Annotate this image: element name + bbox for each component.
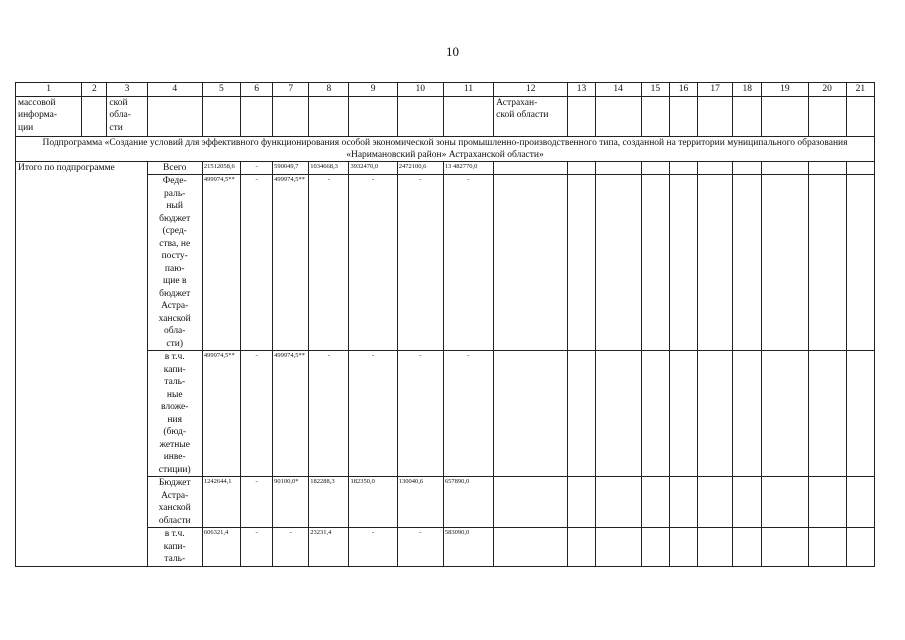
table-cell [846, 477, 874, 528]
table-cell [846, 96, 874, 136]
column-header: 20 [808, 83, 846, 97]
column-header: 1 [16, 83, 82, 97]
amount-col6: - [241, 351, 273, 477]
column-header: 15 [641, 83, 669, 97]
table-cell [595, 351, 641, 477]
table-cell [202, 96, 240, 136]
table-cell [568, 351, 595, 477]
table-cell [846, 175, 874, 351]
amount-col8: 182288,3 [309, 477, 349, 528]
column-number-row [16, 83, 875, 97]
table-cell [698, 175, 733, 351]
amount-col10: 130040,6 [397, 477, 443, 528]
table-cell [762, 161, 808, 175]
amount-col6: - [241, 161, 273, 175]
amount-col6: - [241, 477, 273, 528]
table-cell [698, 96, 733, 136]
table-cell [309, 96, 349, 136]
amount-total: 606321,4 [202, 528, 240, 567]
amount-col9: 3932470,0 [349, 161, 397, 175]
table-cell [494, 528, 568, 567]
amount-col9: 182350,0 [349, 477, 397, 528]
amount-col9: - [349, 175, 397, 351]
amount-total: 499974,5** [202, 175, 240, 351]
amount-col8: 23231,4 [309, 528, 349, 567]
amount-col7: 499974,5** [273, 175, 309, 351]
column-header: 18 [733, 83, 762, 97]
table-cell [494, 175, 568, 351]
table-cell [698, 161, 733, 175]
amount-col11: 583090,0 [443, 528, 493, 567]
table-cell [698, 528, 733, 567]
table-cell [669, 477, 697, 528]
table-cell [808, 96, 846, 136]
cell-region-fragment: ской обла- сти [107, 96, 147, 136]
budget-table [15, 82, 875, 567]
table-cell [397, 96, 443, 136]
table-cell [733, 161, 762, 175]
table-cell [568, 528, 595, 567]
table-cell [349, 96, 397, 136]
carry-over-row [16, 96, 875, 136]
amount-total: 1242644,1 [202, 477, 240, 528]
table-cell [733, 477, 762, 528]
funding-source: Феде- раль- ный бюджет (сред- ства, не посту- паю- щие в бюджет Астра- ханской обла- сти) [147, 175, 202, 351]
table-cell [641, 161, 669, 175]
table-cell [669, 351, 697, 477]
table-cell [762, 528, 808, 567]
amount-col9: - [349, 351, 397, 477]
amount-col8: 1034668,3 [309, 161, 349, 175]
table-cell [846, 161, 874, 175]
amount-col8: - [309, 175, 349, 351]
table-cell [669, 161, 697, 175]
table-cell [147, 96, 202, 136]
table-cell [443, 96, 493, 136]
table-row [16, 161, 875, 175]
table-cell [846, 351, 874, 477]
table-cell [595, 528, 641, 567]
table-cell [641, 351, 669, 477]
column-header: 11 [443, 83, 493, 97]
table-cell [762, 175, 808, 351]
table-cell [494, 351, 568, 477]
table-cell [595, 477, 641, 528]
amount-col10: - [397, 175, 443, 351]
amount-col7: 590049,7 [273, 161, 309, 175]
table-cell [641, 477, 669, 528]
table-cell [494, 161, 568, 175]
amount-col6: - [241, 175, 273, 351]
table-cell [733, 175, 762, 351]
table-cell [669, 528, 697, 567]
table-cell [568, 96, 595, 136]
table-cell [762, 351, 808, 477]
column-header: 13 [568, 83, 595, 97]
column-header: 8 [309, 83, 349, 97]
table-cell [733, 351, 762, 477]
table-cell [698, 477, 733, 528]
page-number: 10 [446, 44, 459, 59]
table-cell [494, 477, 568, 528]
column-header: 19 [762, 83, 808, 97]
amount-col11: - [443, 351, 493, 477]
amount-col7: 90100,0* [273, 477, 309, 528]
column-header: 17 [698, 83, 733, 97]
column-header: 12 [494, 83, 568, 97]
amount-col10: 2472100,6 [397, 161, 443, 175]
column-header: 9 [349, 83, 397, 97]
funding-source: в т.ч. капи- таль- [147, 528, 202, 567]
table-cell [669, 96, 697, 136]
table-cell [808, 175, 846, 351]
column-header: 5 [202, 83, 240, 97]
table-cell [595, 161, 641, 175]
column-header: 2 [82, 83, 107, 97]
column-header: 10 [397, 83, 443, 97]
table-cell [669, 175, 697, 351]
amount-col11: - [443, 175, 493, 351]
column-header: 16 [669, 83, 697, 97]
amount-col6: - [241, 528, 273, 567]
table-cell [733, 528, 762, 567]
table-cell [733, 96, 762, 136]
amount-col10: - [397, 528, 443, 567]
table-cell [568, 161, 595, 175]
amount-total: 21512058,6 [202, 161, 240, 175]
table-cell [595, 96, 641, 136]
table-cell [808, 477, 846, 528]
table-cell [762, 96, 808, 136]
column-header: 14 [595, 83, 641, 97]
table-cell [808, 161, 846, 175]
table-cell [568, 175, 595, 351]
amount-col7: - [273, 528, 309, 567]
table-cell [808, 351, 846, 477]
subprogram-title: Подпрограмма «Создание условий для эффективного функционирования особой экономической зоны промышленно-производственного типа, созданной на территории муниципального образования «Наримановский район» Астраханской области» [16, 136, 875, 161]
amount-col11: 657890,0 [443, 477, 493, 528]
amount-col10: - [397, 351, 443, 477]
amount-col9: - [349, 528, 397, 567]
column-header: 7 [273, 83, 309, 97]
table-cell [641, 175, 669, 351]
column-header: 4 [147, 83, 202, 97]
table-cell [82, 96, 107, 136]
column-header: 6 [241, 83, 273, 97]
funding-source: Всего [147, 161, 202, 175]
cell-executor: Астрахан- ской области [494, 96, 568, 136]
table-cell [762, 477, 808, 528]
table-cell [641, 528, 669, 567]
table-cell [808, 528, 846, 567]
table-cell [641, 96, 669, 136]
column-header: 21 [846, 83, 874, 97]
subprogram-row [16, 136, 875, 161]
total-label: Итого по подпрограмме [16, 161, 148, 566]
table-cell [846, 528, 874, 567]
amount-col11: 13 482770,0 [443, 161, 493, 175]
column-header: 3 [107, 83, 147, 97]
funding-source: в т.ч. капи- таль- ные вложе- ния (бюд- жетные инве- стиции) [147, 351, 202, 477]
amount-total: 499974,5** [202, 351, 240, 477]
table-cell [698, 351, 733, 477]
funding-source: Бюджет Астра- ханской области [147, 477, 202, 528]
amount-col8: - [309, 351, 349, 477]
table-cell [595, 175, 641, 351]
table-cell [241, 96, 273, 136]
table-cell [568, 477, 595, 528]
cell-mass-media: массовой информа- ции [16, 96, 82, 136]
table-cell [273, 96, 309, 136]
amount-col7: 499974,5** [273, 351, 309, 477]
